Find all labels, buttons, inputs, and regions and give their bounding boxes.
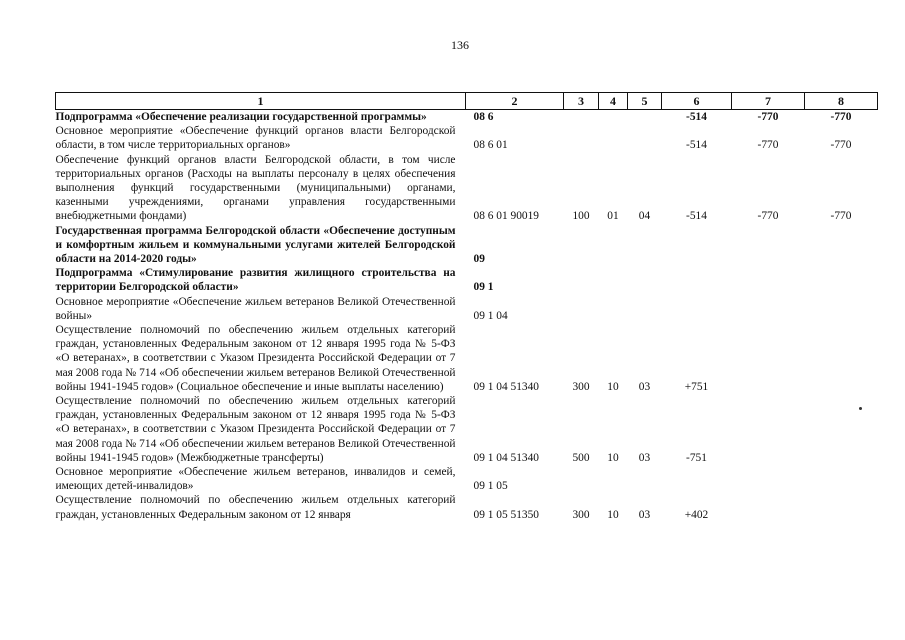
column-4-cell: 10: [607, 451, 619, 464]
column-3-cell: 100: [572, 210, 590, 223]
code-cell: 08 6: [473, 111, 494, 123]
column-4-cell: [599, 110, 628, 125]
row-name-cell: Осуществление полномочий по обеспечению жильем отдельных категорий граждан, установленных Федеральным законом от 12 января: [55, 494, 456, 521]
column-3-cell: 500: [572, 451, 590, 464]
column-3-cell: [564, 465, 599, 493]
amount-col6-cell: -514: [686, 139, 707, 152]
amount-col7-cell: [732, 266, 805, 294]
code-cell: 08 6 01 90019: [473, 210, 539, 223]
row-name-cell: Основное мероприятие «Обеспечение жильем ветеранов, инвалидов и семей, имеющих детей-инвалидов»: [55, 466, 456, 493]
row-name-cell: Государственная программа Белгородской области «Обеспечение доступным и комфортным жильем и коммунальными услугами жителей Белгородской области на 2014-2020 годы»: [55, 224, 456, 266]
amount-col7-cell: -770: [757, 111, 779, 123]
amount-col7-cell: [732, 323, 805, 394]
amount-col6-cell: [662, 266, 732, 294]
table-row: [56, 323, 878, 394]
amount-col6-cell: -514: [686, 210, 707, 223]
table-row: [56, 153, 878, 224]
amount-col6-cell: +402: [684, 508, 709, 521]
amount-col6-cell: +751: [684, 380, 709, 393]
column-4-cell: [599, 124, 628, 152]
amount-col7-cell: -770: [757, 210, 779, 223]
table-row: [56, 465, 878, 493]
amount-col8-cell: -770: [830, 111, 852, 123]
column-5-cell: [628, 124, 662, 152]
column-3-cell: 300: [572, 508, 590, 521]
amount-col7-cell: [732, 465, 805, 493]
column-3-cell: [564, 266, 599, 294]
table-row: [56, 224, 878, 267]
table-row: [56, 493, 878, 521]
amount-col8-cell: -770: [830, 210, 852, 223]
column-4-cell: 01: [607, 210, 619, 223]
column-4-cell: 10: [607, 380, 619, 393]
row-name-cell: Осуществление полномочий по обеспечению жильем отдельных категорий граждан, установленных Федеральным законом от 12 января 1995 года № 5-ФЗ «О ветеранах», в соответствии с Указом Президента Российской Федерации от 7 мая 2008 года № 714 «Об обеспечении жильем ветеранов Великой Отечественной войны 1941-1945 годов» (Социальное обеспечение и иные выплаты населению): [55, 324, 456, 393]
column-header: 8: [805, 93, 878, 110]
row-name-cell: Осуществление полномочий по обеспечению жильем отдельных категорий граждан, установленных Федеральным законом от 12 января 1995 года № 5-ФЗ «О ветеранах», в соответствии с Указом Президента Российской Федерации от 7 мая 2008 года № 714 «Об обеспечении жильем ветеранов Великой Отечественной войны 1941-1945 годов» (Межбюджетные трансферты): [55, 395, 456, 464]
header-row: [56, 93, 878, 110]
code-cell: 09 1: [473, 281, 494, 294]
column-5-cell: 04: [638, 210, 651, 223]
column-4-cell: 10: [607, 508, 619, 521]
column-header: 5: [628, 93, 662, 110]
column-3-cell: [564, 295, 599, 323]
budget-table: [55, 92, 878, 522]
amount-col7-cell: [732, 295, 805, 323]
amount-col6-cell: -514: [686, 111, 707, 123]
column-header: 6: [662, 93, 732, 110]
row-name-cell: Подпрограмма «Стимулирование развития жилищного строительства на территории Белгородской области»: [55, 267, 456, 294]
row-name-cell: Основное мероприятие «Обеспечение функций органов власти Белгородской области, в том числе территориальных органов»: [55, 125, 456, 152]
amount-col8-cell: [805, 493, 878, 521]
column-4-cell: [599, 224, 628, 267]
amount-col7-cell: -770: [757, 139, 779, 152]
column-header: 2: [466, 93, 564, 110]
amount-col7-cell: [732, 493, 805, 521]
column-header: 4: [599, 93, 628, 110]
column-3-cell: [564, 110, 599, 125]
column-4-cell: [599, 295, 628, 323]
code-cell: 09 1 05: [473, 480, 508, 493]
table-row: [56, 124, 878, 152]
code-cell: 08 6 01: [473, 139, 508, 152]
amount-col8-cell: [805, 224, 878, 267]
table-row: [56, 110, 878, 125]
column-5-cell: [628, 465, 662, 493]
table-row: [56, 394, 878, 465]
column-header: 7: [732, 93, 805, 110]
column-3-cell: [564, 124, 599, 152]
amount-col8-cell: [805, 465, 878, 493]
code-cell: 09: [473, 253, 485, 266]
amount-col8-cell: [805, 323, 878, 394]
column-5-cell: [628, 224, 662, 267]
column-5-cell: 03: [638, 380, 651, 393]
column-5-cell: [628, 110, 662, 125]
code-cell: 09 1 04: [473, 309, 508, 322]
code-cell: 09 1 04 51340: [473, 451, 539, 464]
amount-col6-cell: [662, 465, 732, 493]
row-name-cell: Обеспечение функций органов власти Белгородской области, в том числе территориальных органов (Расходы на выплаты персоналу в целях обеспечения выполнения функций государственными (муниципальными) органами, казенными учреждениями, органами управления государственными внебюджетными фондами): [55, 153, 456, 223]
code-cell: 09 1 04 51340: [473, 380, 539, 393]
row-name-cell: Основное мероприятие «Обеспечение жильем ветеранов Великой Отечественной войны»: [55, 295, 456, 322]
amount-col7-cell: [732, 394, 805, 465]
amount-col8-cell: [805, 394, 878, 465]
row-name-cell: Подпрограмма «Обеспечение реализации государственной программы»: [55, 111, 427, 123]
code-cell: 09 1 05 51350: [473, 508, 539, 521]
column-4-cell: [599, 266, 628, 294]
column-5-cell: [628, 266, 662, 294]
column-5-cell: [628, 295, 662, 323]
scan-speck: [859, 407, 862, 410]
amount-col6-cell: -751: [686, 451, 707, 464]
amount-col8-cell: [805, 266, 878, 294]
column-header: 1: [56, 93, 466, 110]
amount-col6-cell: [662, 224, 732, 267]
amount-col8-cell: -770: [830, 139, 852, 152]
column-5-cell: 03: [638, 508, 651, 521]
amount-col6-cell: [662, 295, 732, 323]
column-5-cell: 03: [638, 451, 651, 464]
amount-col7-cell: [732, 224, 805, 267]
column-header: 3: [564, 93, 599, 110]
amount-col8-cell: [805, 295, 878, 323]
page-number: 136: [451, 38, 469, 52]
column-3-cell: 300: [572, 380, 590, 393]
table-row: [56, 266, 878, 294]
column-3-cell: [564, 224, 599, 267]
column-4-cell: [599, 465, 628, 493]
table-row: [56, 295, 878, 323]
